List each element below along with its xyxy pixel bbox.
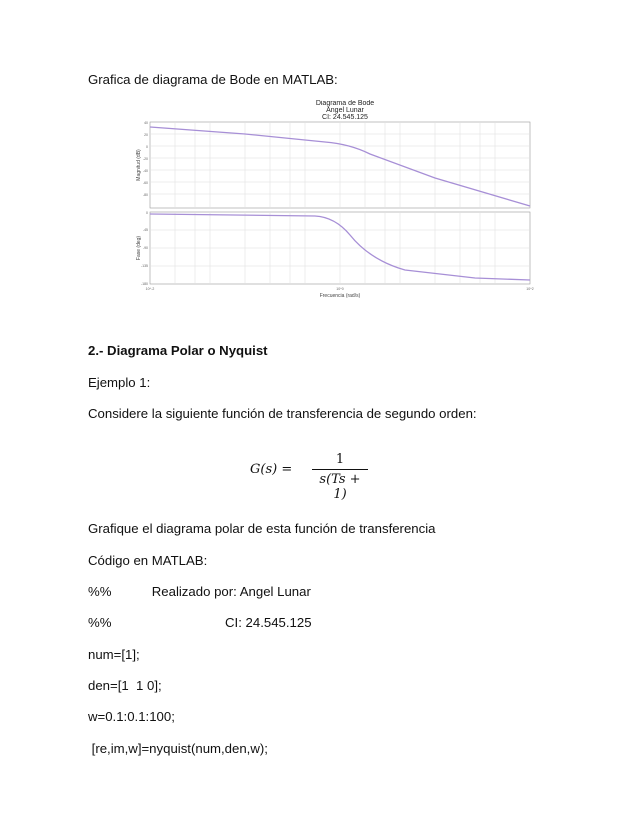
mag-tick: -40 (142, 169, 148, 173)
x-tick: 10^2 (526, 287, 534, 291)
figure-title (316, 100, 374, 121)
phase-tick: -135 (140, 264, 148, 268)
code-line: w=0.1:0.1:100; (88, 709, 175, 724)
code-line: %% Realizado por: Angel Lunar (88, 584, 311, 599)
mag-tick: 0 (146, 145, 148, 149)
formula-fraction (312, 452, 368, 502)
xlabel: Frecuencia (rad/s) (319, 293, 361, 299)
mag-tick: -80 (142, 193, 148, 197)
figure-title-line-1: Diagrama de Bode (315, 100, 375, 107)
mag-tick: 20 (144, 133, 148, 137)
transfer-function-formula (250, 452, 380, 502)
figure-title-line-2: Angel Lunar (326, 107, 364, 114)
intro-text: Considere la siguiente función de transferencia de segundo orden: (88, 406, 477, 421)
figure-title-line-3: CI: 24.545.125 (322, 114, 368, 121)
phase-ylabel: Fase (deg) (136, 235, 142, 261)
phase-tick: 0 (146, 211, 148, 215)
phase-tick: -180 (140, 282, 148, 286)
instruction-text: Grafique el diagrama polar de esta función de transferencia (88, 521, 436, 536)
code-line: num=[1]; (88, 647, 140, 662)
section-title: 2.- Diagrama Polar o Nyquist (88, 343, 268, 358)
mag-tick: -20 (142, 157, 148, 161)
mag-tick: -60 (142, 181, 148, 185)
x-tick: 10^0 (336, 287, 344, 291)
code-label: Código en MATLAB: (88, 553, 208, 568)
phase-tick: -45 (142, 228, 148, 232)
code-line: [re,im,w]=nyquist(num,den,w); (88, 741, 268, 756)
mag-tick: 40 (144, 121, 148, 125)
x-tick: 10^-2 (145, 287, 155, 291)
example-label: Ejemplo 1: (88, 375, 151, 390)
bode-plot-figure (135, 100, 535, 300)
formula-numerator: 1 (335, 452, 345, 467)
figure-caption: Grafica de diagrama de Bode en MATLAB: (88, 72, 338, 87)
code-line: %% CI: 24.545.125 (88, 615, 312, 630)
formula-lhs: G(s) = (250, 462, 293, 477)
formula-denominator: s(Ts + 1) (319, 472, 361, 502)
magnitude-ylabel: Magnitud (dB) (136, 149, 142, 181)
code-line: den=[1 1 0]; (88, 678, 162, 693)
phase-tick: -90 (142, 246, 148, 250)
